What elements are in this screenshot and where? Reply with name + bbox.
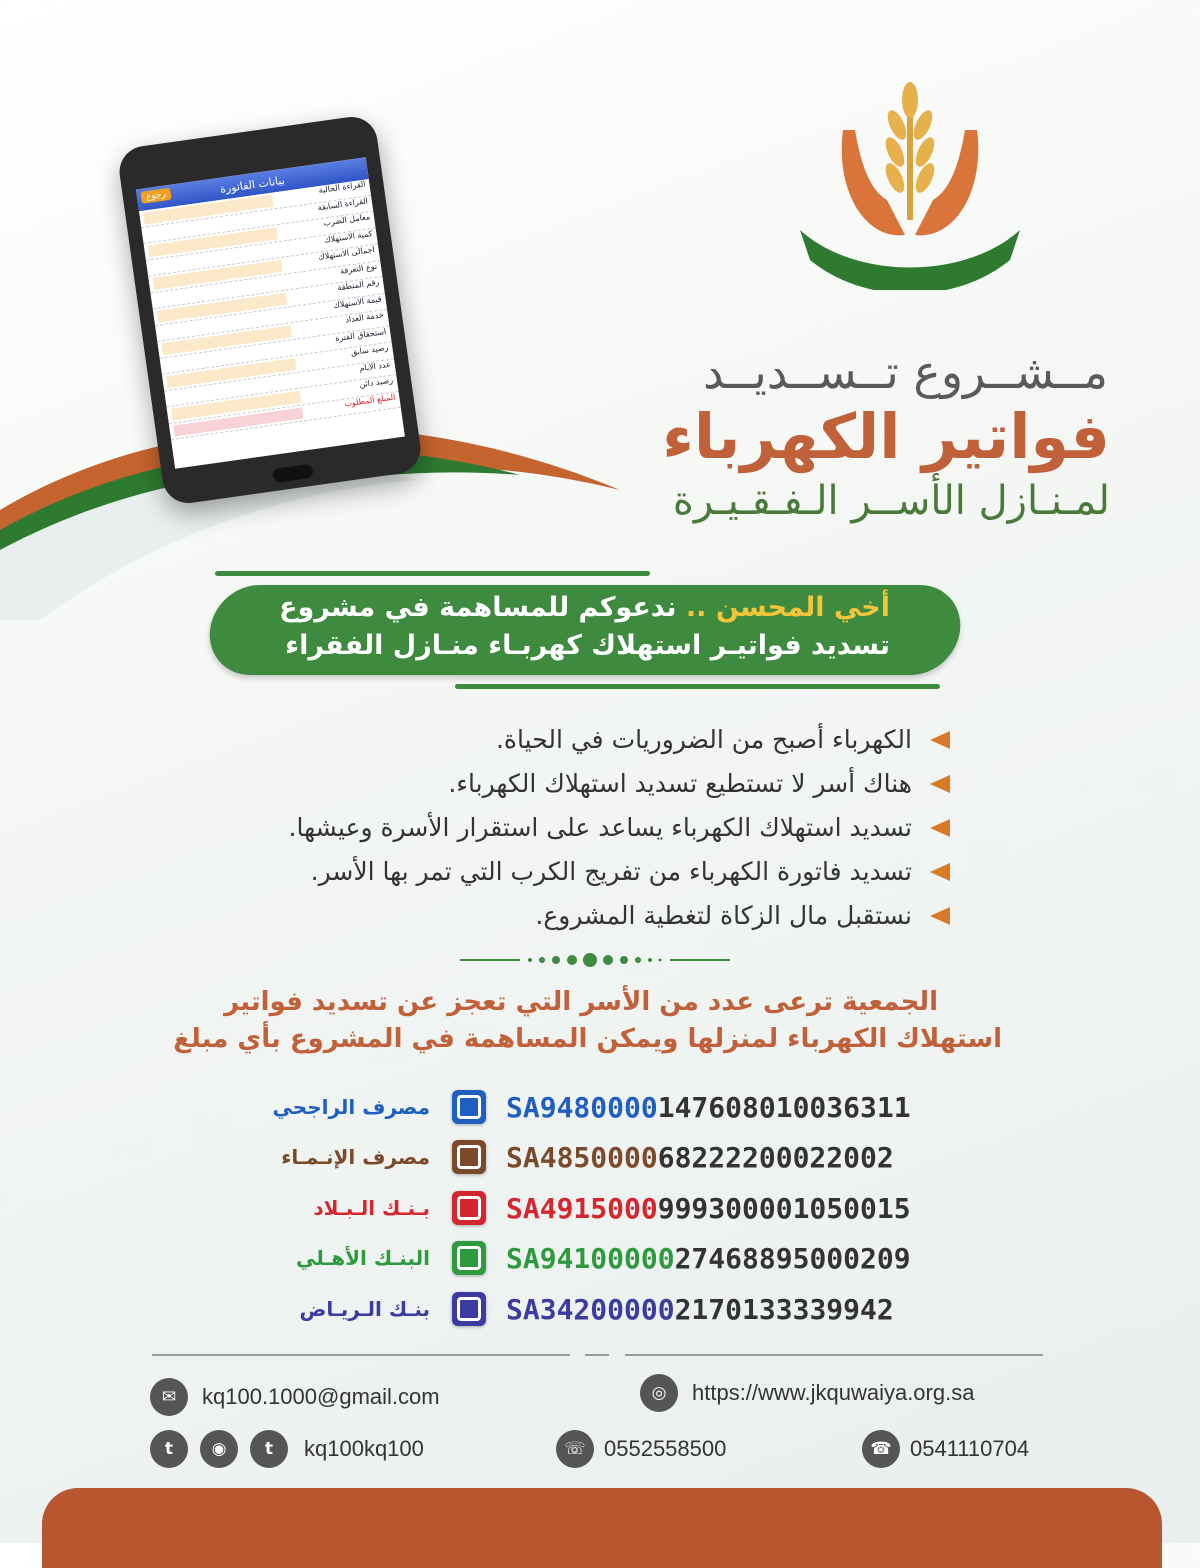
reason-item (190, 762, 950, 806)
email-contact[interactable] (150, 1378, 440, 1416)
email-text: kq100.1000@gmail.com (202, 1384, 440, 1409)
banner-top-line (215, 571, 650, 576)
arrow-icon (930, 863, 950, 881)
iban-number (506, 1242, 911, 1275)
iban-number (506, 1141, 894, 1174)
invoice-label: رصيد سابق (350, 342, 389, 358)
website-text: https://www.jkquwaiya.org.sa (692, 1380, 975, 1405)
invoice-label: رقم المنطقة (336, 277, 380, 293)
alahli-icon (452, 1241, 486, 1275)
arrow-icon (930, 819, 950, 837)
banner-line1 (279, 592, 890, 623)
reason-text: تسديد استهلاك الكهرباء يساعد على استقرار الأسرة وعيشها. (288, 813, 912, 842)
invoice-label: معامل الضرب (322, 212, 371, 228)
iban-number (506, 1293, 894, 1326)
invoice-label: كمية الاستهلاك (323, 228, 373, 245)
whatsapp-icon: ☏ (556, 1430, 594, 1468)
banner-line2: تسديد فواتيـر استهلاك كهربـاء منـازل الفقراء (285, 630, 890, 661)
invoice-label: القراءة السابقة (316, 195, 369, 212)
twitter-icon: t (150, 1430, 188, 1468)
footer-divider-left (152, 1354, 570, 1356)
dots-divider (460, 950, 730, 970)
iban-number (506, 1091, 911, 1124)
reasons-list (190, 718, 950, 938)
whatsapp-contact[interactable] (556, 1430, 726, 1468)
reason-text: تسديد فاتورة الكهرباء من تفريج الكرب التي تمر بها الأسر. (310, 857, 912, 886)
bottom-bar (42, 1488, 1162, 1568)
reason-text: هناك أسر لا تستطيع تسديد استهلاك الكهرباء. (448, 769, 912, 798)
reason-text: الكهرباء أصبح من الضروريات في الحياة. (495, 725, 912, 754)
phone-contact[interactable] (862, 1430, 1029, 1468)
project-title-main: فواتير الكهرباء (662, 400, 1110, 473)
iban-rest: 27468895000209 (674, 1241, 911, 1275)
bank-name: بـنـك الـبـلاد (313, 1196, 430, 1220)
phone-screen (136, 157, 405, 469)
riyad-icon (452, 1292, 486, 1326)
iban-rest: 68222200022002 (657, 1140, 894, 1174)
social-handle: kq100kq100 (304, 1436, 424, 1461)
reason-item (190, 850, 950, 894)
banner-highlight: أخي المحسن .. (685, 592, 890, 623)
iban-prefix: SA34200000 (506, 1292, 675, 1326)
back-button: رجوع (140, 188, 171, 204)
phone-illustration (116, 114, 424, 507)
iban-rest: 2170133339942 (674, 1292, 894, 1326)
iban-prefix: SA9480000 (506, 1090, 658, 1124)
logo-ribbon (800, 230, 1020, 290)
social-contact[interactable] (150, 1430, 424, 1468)
invoice-label: اجمالى الاستهلاك (317, 244, 376, 262)
mail-icon: ✉ (150, 1378, 188, 1416)
iban-rest: 147608010036311 (657, 1090, 911, 1124)
banner-bottom-line (455, 684, 940, 689)
globe-icon: ◎ (640, 1374, 678, 1412)
iban-prefix: SA4850000 (506, 1140, 658, 1174)
footer-divider-mid (585, 1354, 609, 1356)
invoice-title: بيانات الفاتورة (219, 173, 286, 196)
charity-logo (795, 70, 1025, 290)
iban-number (506, 1192, 911, 1225)
telephone-icon: ☎ (862, 1430, 900, 1468)
bank-row (250, 1287, 990, 1331)
invoice-label: المبلغ المطلوب (343, 391, 396, 409)
invoice-label: استحقاق الفترة (334, 326, 387, 343)
reason-text: نستقبل مال الزكاة لتغطية المشروع. (535, 901, 912, 930)
instagram-icon: ◉ (200, 1430, 238, 1468)
invoice-label: عدد الايام (358, 359, 392, 373)
whatsapp-number: 0552558500 (604, 1436, 727, 1461)
reason-item (190, 894, 950, 938)
phone-number: 0541110704 (910, 1436, 1030, 1461)
bank-row (250, 1236, 990, 1280)
bank-name: بنـك الـريـاض (299, 1297, 430, 1321)
tumblr-icon: t (250, 1430, 288, 1468)
invoice-label: رصيد دائن (358, 375, 394, 390)
statement-line1: الجمعية ترعى عدد من الأسر التي تعجز عن تسديد فواتير (224, 987, 938, 1017)
bank-row (250, 1085, 990, 1129)
albilad-icon (452, 1191, 486, 1225)
invoice-label: قيمة الاستهلاك (332, 293, 383, 310)
alrajhi-icon (452, 1090, 486, 1124)
iban-prefix: SA4915000 (506, 1191, 658, 1225)
arrow-icon (930, 731, 950, 749)
statement-line2: استهلاك الكهرباء لمنزلها ويمكن المساهمة في المشروع بأي مبلغ (173, 1024, 1002, 1054)
iban-prefix: SA94100000 (506, 1241, 675, 1275)
reason-item (190, 718, 950, 762)
bank-name: مصرف الإنـمـاء (281, 1145, 430, 1169)
bank-row (250, 1135, 990, 1179)
project-title-line1: مــشــروع تــســديــد (702, 345, 1108, 399)
reason-item (190, 806, 950, 850)
bank-row (250, 1186, 990, 1230)
invoice-label: القراءة الحالية (317, 179, 367, 196)
iban-rest: 999300001050015 (657, 1191, 911, 1225)
invoice-label: نوع التعرفة (339, 261, 378, 276)
alinma-icon (452, 1140, 486, 1174)
bank-name: مصرف الراجحي (272, 1095, 430, 1119)
banner-line1-rest: ندعوكم للمساهمة في مشروع (279, 592, 686, 623)
wheat-icon (882, 82, 938, 220)
invoice-rows (139, 179, 401, 440)
website-contact[interactable] (640, 1374, 974, 1412)
footer-divider-right (625, 1354, 1043, 1356)
bank-name: البنـك الأهـلي (296, 1246, 430, 1270)
arrow-icon (930, 907, 950, 925)
invoice-label: خدمة العداد (344, 310, 385, 325)
project-title-line3: لمـنـازل الأســر الـفـقـيـرة (672, 478, 1110, 524)
phone-home-button (272, 464, 314, 483)
arrow-icon (930, 775, 950, 793)
